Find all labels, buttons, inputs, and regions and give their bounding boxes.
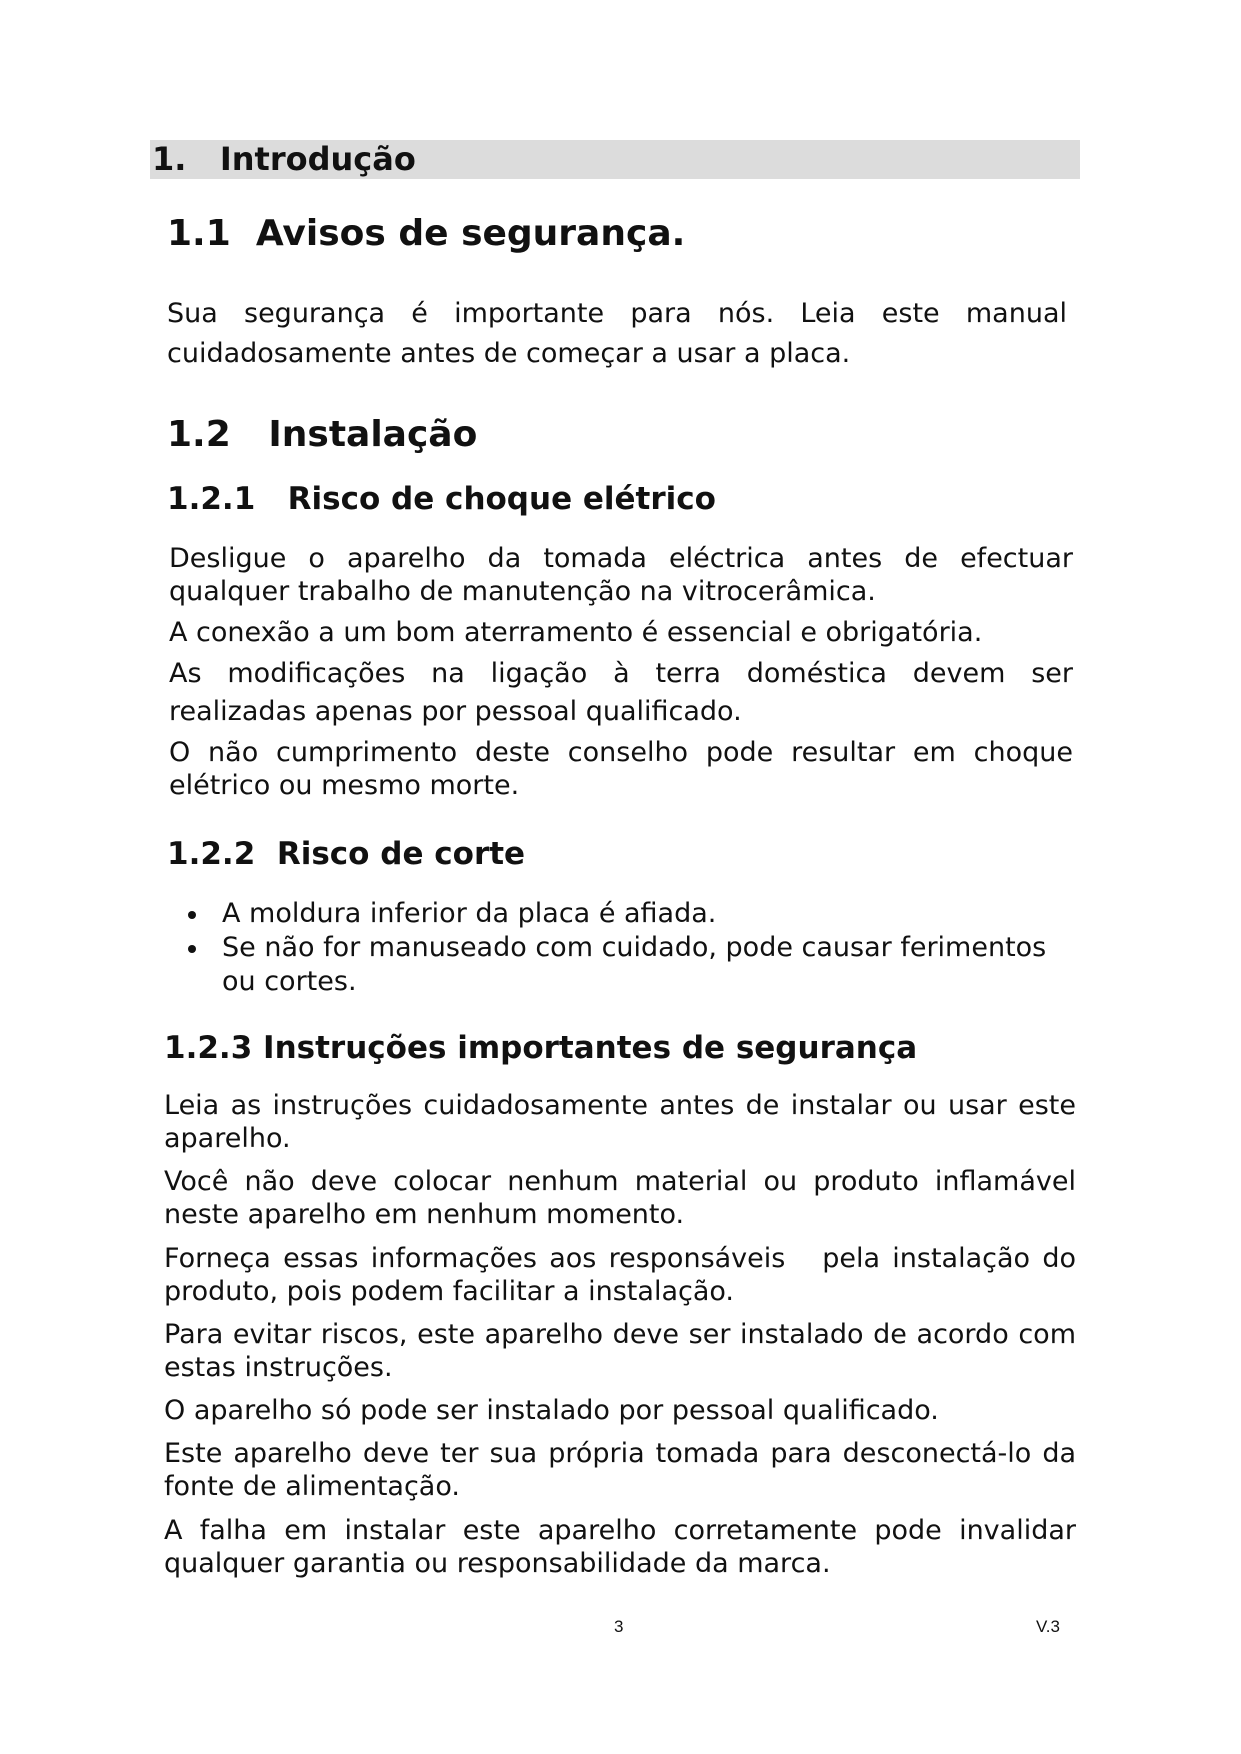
list-item: A moldura inferior da placa é afiada. bbox=[170, 897, 1080, 931]
subsection-heading-1-2-3: 1.2.3 Instruções importantes de segurança bbox=[164, 1030, 918, 1066]
paragraph-modifications: As modificações na ligação à terra doméstica devem ser realizadas apenas por pessoal qualificado. bbox=[169, 658, 1073, 727]
paragraph-warning-death: O não cumprimento deste conselho pode resultar em choque elétrico ou mesmo morte. bbox=[169, 737, 1073, 801]
subsection-heading-1-2-1: 1.2.1 Risco de choque elétrico bbox=[167, 481, 716, 517]
safety-intro-paragraph: Sua segurança é importante para nós. Leia este manual cuidadosamente antes de começar a usar a placa. bbox=[167, 298, 1067, 369]
document-version: V.3 bbox=[1036, 1617, 1060, 1636]
paragraph-grounding: A conexão a um bom aterramento é essencial e obrigatória. bbox=[169, 617, 983, 648]
paragraph-avoid-risks: Para evitar riscos, este aparelho deve ser instalado de acordo com estas instruções. bbox=[164, 1319, 1076, 1383]
bullet-icon bbox=[188, 911, 196, 919]
paragraph-own-socket: Este aparelho deve ter sua própria tomada para desconectá-lo da fonte de alimentação. bbox=[164, 1438, 1076, 1502]
paragraph-qualified-personnel: O aparelho só pode ser instalado por pessoal qualificado. bbox=[164, 1395, 939, 1426]
paragraph-warranty: A falha em instalar este aparelho corretamente pode invalidar qualquer garantia ou responsabilidade da marca. bbox=[164, 1515, 1076, 1579]
page-number: 3 bbox=[614, 1617, 624, 1636]
paragraph-disconnect: Desligue o aparelho da tomada eléctrica antes de efectuar qualquer trabalho de manutenção na vitrocerâmica. bbox=[169, 543, 1073, 607]
paragraph-provide-info: Forneça essas informações aos responsáveis pela instalação do produto, pois podem facilitar a instalação. bbox=[164, 1243, 1085, 1307]
bullet-icon bbox=[188, 945, 196, 953]
cut-risk-list bbox=[170, 897, 1080, 999]
chapter-title: 1. Introdução bbox=[152, 140, 416, 178]
chapter-heading-bar bbox=[150, 140, 1080, 179]
paragraph-read-instructions: Leia as instruções cuidadosamente antes de instalar ou usar este aparelho. bbox=[164, 1090, 1076, 1154]
subsection-heading-1-2-2: 1.2.2 Risco de corte bbox=[167, 836, 526, 872]
section-heading-1-2: 1.2 Instalação bbox=[167, 414, 478, 455]
paragraph-flammable: Você não deve colocar nenhum material ou produto inflamável neste aparelho em nenhum momento. bbox=[164, 1166, 1076, 1230]
section-heading-1-1: 1.1 Avisos de segurança. bbox=[167, 213, 686, 254]
list-item: Se não for manuseado com cuidado, pode causar ferimentos ou cortes. bbox=[170, 931, 1080, 999]
